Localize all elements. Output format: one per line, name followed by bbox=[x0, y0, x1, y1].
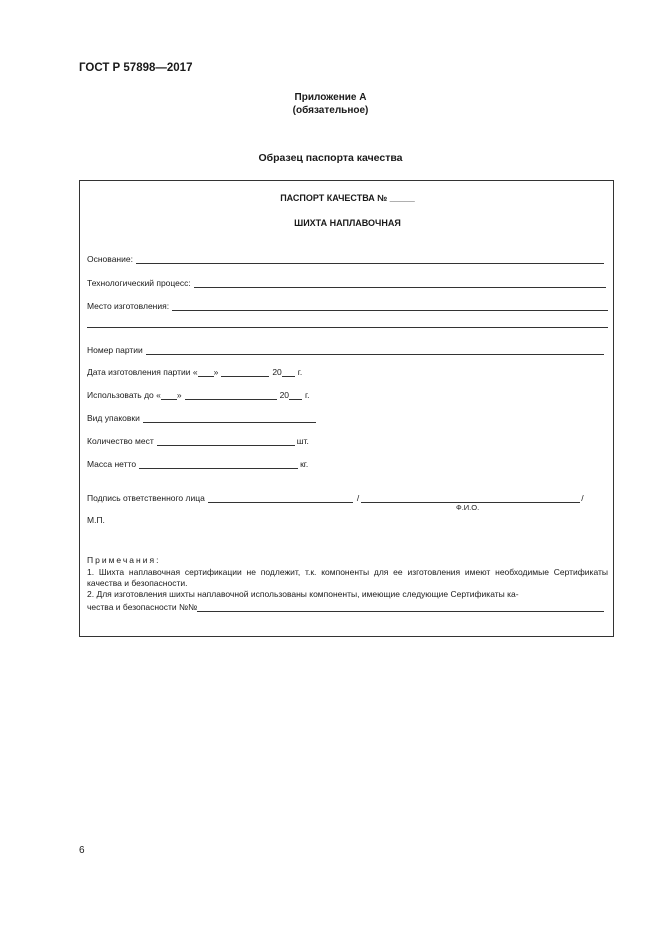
notes-title: Примечания: bbox=[87, 555, 161, 565]
note-2-text: чества и безопасности №№ bbox=[87, 602, 198, 612]
date-day-line bbox=[198, 366, 214, 377]
date-close-quote: » bbox=[213, 367, 219, 377]
mass-line bbox=[139, 458, 298, 469]
use-until-day-line bbox=[161, 389, 177, 400]
signature-slash-right: / bbox=[581, 493, 584, 503]
place-label: Место изготовления: bbox=[87, 301, 170, 311]
process-row bbox=[87, 277, 606, 288]
quantity-unit: шт. bbox=[296, 436, 309, 446]
page-number: 6 bbox=[79, 845, 85, 856]
process-label: Технологический процесс: bbox=[87, 278, 191, 288]
batch-row bbox=[87, 344, 604, 355]
fio-caption: Ф.И.О. bbox=[456, 503, 480, 512]
passport-form bbox=[79, 180, 614, 637]
batch-label: Номер партии bbox=[87, 345, 143, 355]
annex-heading bbox=[0, 91, 661, 117]
use-until-month-line bbox=[185, 389, 277, 400]
note-2-line-2 bbox=[87, 601, 604, 612]
annex-status: (обязательное) bbox=[292, 105, 369, 116]
date-year-line bbox=[282, 366, 295, 377]
mass-label: Масса нетто bbox=[87, 459, 137, 469]
signature-row bbox=[87, 492, 584, 503]
use-until-close-quote: » bbox=[176, 390, 182, 400]
date-year-prefix: 20 bbox=[272, 367, 282, 377]
mass-unit: кг. bbox=[300, 459, 309, 469]
form-title: ПАСПОРТ КАЧЕСТВА № _____ bbox=[280, 193, 415, 203]
note-2-line-1: 2. Для изготовления шихты наплавочной использованы компоненты, имеющие следующие Сертификаты ка- bbox=[87, 589, 519, 599]
form-subtitle: ШИХТА НАПЛАВОЧНАЯ bbox=[294, 218, 401, 228]
standard-designation: ГОСТ Р 57898—2017 bbox=[79, 62, 193, 74]
certificates-line bbox=[197, 601, 604, 612]
signature-slash-left: / bbox=[356, 493, 360, 503]
quantity-line bbox=[157, 435, 295, 446]
batch-line bbox=[146, 344, 604, 355]
use-until-year-line bbox=[289, 389, 302, 400]
quantity-label: Количество мест bbox=[87, 436, 154, 446]
use-until-label: Использовать до « bbox=[87, 390, 161, 400]
signature-label: Подпись ответственного лица bbox=[87, 493, 205, 503]
packaging-label: Вид упаковки bbox=[87, 413, 140, 423]
seal-mark: М.П. bbox=[87, 515, 105, 525]
note-1: 1. Шихта наплавочная сертификации не подлежит, т.к. компоненты для ее изготовления имеют необходимые Сертификаты качества и безопасности. bbox=[87, 567, 608, 588]
basis-row bbox=[87, 253, 604, 264]
process-line bbox=[194, 277, 606, 288]
date-label: Дата изготовления партии « bbox=[87, 367, 198, 377]
use-until-year-prefix: 20 bbox=[279, 390, 290, 400]
packaging-row bbox=[87, 412, 316, 423]
quantity-row bbox=[87, 435, 309, 446]
signature-line bbox=[208, 492, 353, 503]
section-heading: Образец паспорта качества bbox=[258, 152, 403, 164]
packaging-line bbox=[143, 412, 316, 423]
mass-row bbox=[87, 458, 308, 469]
date-month-line bbox=[221, 366, 269, 377]
place-row bbox=[87, 300, 608, 311]
date-year-suffix: г. bbox=[297, 367, 303, 377]
use-until-row bbox=[87, 389, 309, 400]
annex-title: Приложение А bbox=[294, 92, 367, 103]
basis-label: Основание: bbox=[87, 254, 133, 264]
use-until-year-suffix: г. bbox=[305, 390, 310, 400]
date-row bbox=[87, 366, 302, 377]
place-line-continued bbox=[87, 317, 608, 328]
basis-line bbox=[136, 253, 604, 264]
place-line bbox=[172, 300, 608, 311]
fio-line bbox=[361, 492, 580, 503]
